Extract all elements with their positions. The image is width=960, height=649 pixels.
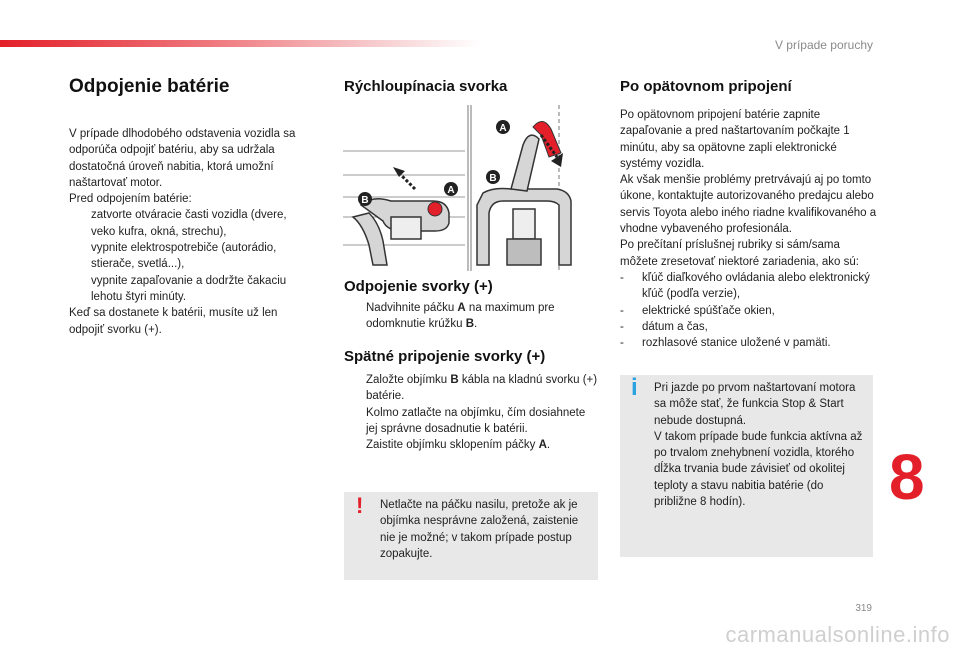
disconnect-steps bbox=[344, 300, 599, 333]
section-header: V prípade poruchy bbox=[774, 38, 873, 52]
svg-text:B: B bbox=[489, 173, 497, 184]
bullet-marker bbox=[69, 207, 91, 240]
list-item: - elektrické spúšťače okien, bbox=[620, 304, 775, 317]
list-item: Nadvihnite páčku A na maximum pre odomknutie krúžku B. bbox=[344, 300, 599, 333]
label-b-left bbox=[358, 192, 372, 206]
list-item: Založte objímku B kábla na kladnú svorku (+) batérie. bbox=[344, 372, 599, 405]
warning-note bbox=[344, 492, 598, 580]
page-number: 319 bbox=[855, 603, 872, 614]
svg-text:A: A bbox=[499, 123, 507, 134]
watermark: carmanualsonline.info bbox=[725, 622, 950, 647]
reconnect-steps bbox=[344, 372, 599, 453]
left-text bbox=[69, 126, 304, 338]
bullet-marker bbox=[344, 300, 366, 333]
after-reconnect-text: Po opätovnom pripojení batérie zapnite zapaľovanie a pred naštartovaním počkajte 1 minútu, aby sa opätovne zapli elektronické systémy vozidla. Ak však menšie problémy pretrvávajú aj po tomto úkone, kontaktujte autorizovaného predajcu alebo servis Toyota alebo iného riadne kvalifikovaného a vhodne vybaveného profesionála. Po prečítaní príslušnej rubriky si sám/sama môžete zresetovať niektoré zariadenia, ako sú: - kľúč diaľkového ovládania alebo elektronický kľúč (podľa verzie), - elektrické spúšťače okien, - dátum a čas, - rozhlasové stanice uložené v pamäti. bbox=[620, 107, 878, 351]
before-label: Pred odpojením batérie: bbox=[69, 193, 192, 206]
list-item: - dátum a čas, bbox=[620, 320, 708, 333]
list-item: Zaistite objímku sklopením páčky A. bbox=[344, 437, 599, 453]
page-title: Odpojenie batérie bbox=[69, 76, 230, 97]
bullet-marker bbox=[69, 240, 91, 273]
disconnect-title: Odpojenie svorky (+) bbox=[344, 278, 493, 295]
list-item: - kľúč diaľkového ovládania alebo elektronický kľúč (podľa verzie), bbox=[620, 271, 870, 301]
list-item: - rozhlasové stanice uložené v pamäti. bbox=[620, 337, 831, 350]
intro-paragraph: V prípade dlhodobého odstavenia vozidla sa odporúča odpojiť batériu, aby sa udržala dostatočná úroveň nabitia, ktorá umožní naštartovať motor. bbox=[69, 128, 296, 189]
svg-text:A: A bbox=[447, 185, 455, 196]
bullet-marker bbox=[344, 437, 366, 453]
chapter-number: 8 bbox=[889, 441, 925, 513]
battery-clamp-illustration bbox=[343, 105, 591, 271]
bullet-marker bbox=[69, 273, 91, 306]
quick-clamp-title: Rýchloupínacia svorka bbox=[344, 78, 508, 95]
bullet-marker bbox=[344, 372, 366, 405]
outro-paragraph: Keď sa dostanete k batérii, musíte už len odpojiť svorku (+). bbox=[69, 307, 278, 336]
warning-text: Netlačte na páčku nasilu, pretože ak je objímka nesprávne založená, zaistenie nie je možné; v takom prípade postup zopakujte. bbox=[380, 499, 579, 560]
list-item: Kolmo zatlačte na objímku, čím dosiahnete jej správne dosadnutie k batérii. bbox=[344, 405, 599, 438]
after-reconnect-title: Po opätovnom pripojení bbox=[620, 78, 792, 95]
label-a-left bbox=[444, 182, 458, 196]
info-note bbox=[620, 375, 873, 557]
info-text: Pri jazde po prvom naštartovaní motora sa môže stať, že funkcia Stop & Start nebude dostupná. V takom prípade bude funkcia aktívna až po trvalom znehybnení vozidla, ktorého dĺžka trvania bude závisieť od okolitej teploty a stavu nabitia batérie (do približne 8 hodín). bbox=[654, 382, 863, 509]
list-item: vypnite zapaľovanie a dodržte čakaciu lehotu štyri minúty. bbox=[69, 273, 304, 306]
warning-icon: ! bbox=[356, 493, 364, 518]
list-item: zatvorte otváracie časti vozidla (dvere, veko kufra, okná, strechu), bbox=[69, 207, 304, 240]
header-accent-bar bbox=[0, 40, 480, 47]
bullet-marker bbox=[344, 405, 366, 438]
label-a-right bbox=[496, 120, 510, 134]
info-icon: i bbox=[631, 374, 638, 401]
label-b-right bbox=[486, 170, 500, 184]
list-item: vypnite elektrospotrebiče (autorádio, stierače, svetlá...), bbox=[69, 240, 304, 273]
svg-text:B: B bbox=[361, 195, 369, 206]
reconnect-title: Spätné pripojenie svorky (+) bbox=[344, 348, 546, 365]
